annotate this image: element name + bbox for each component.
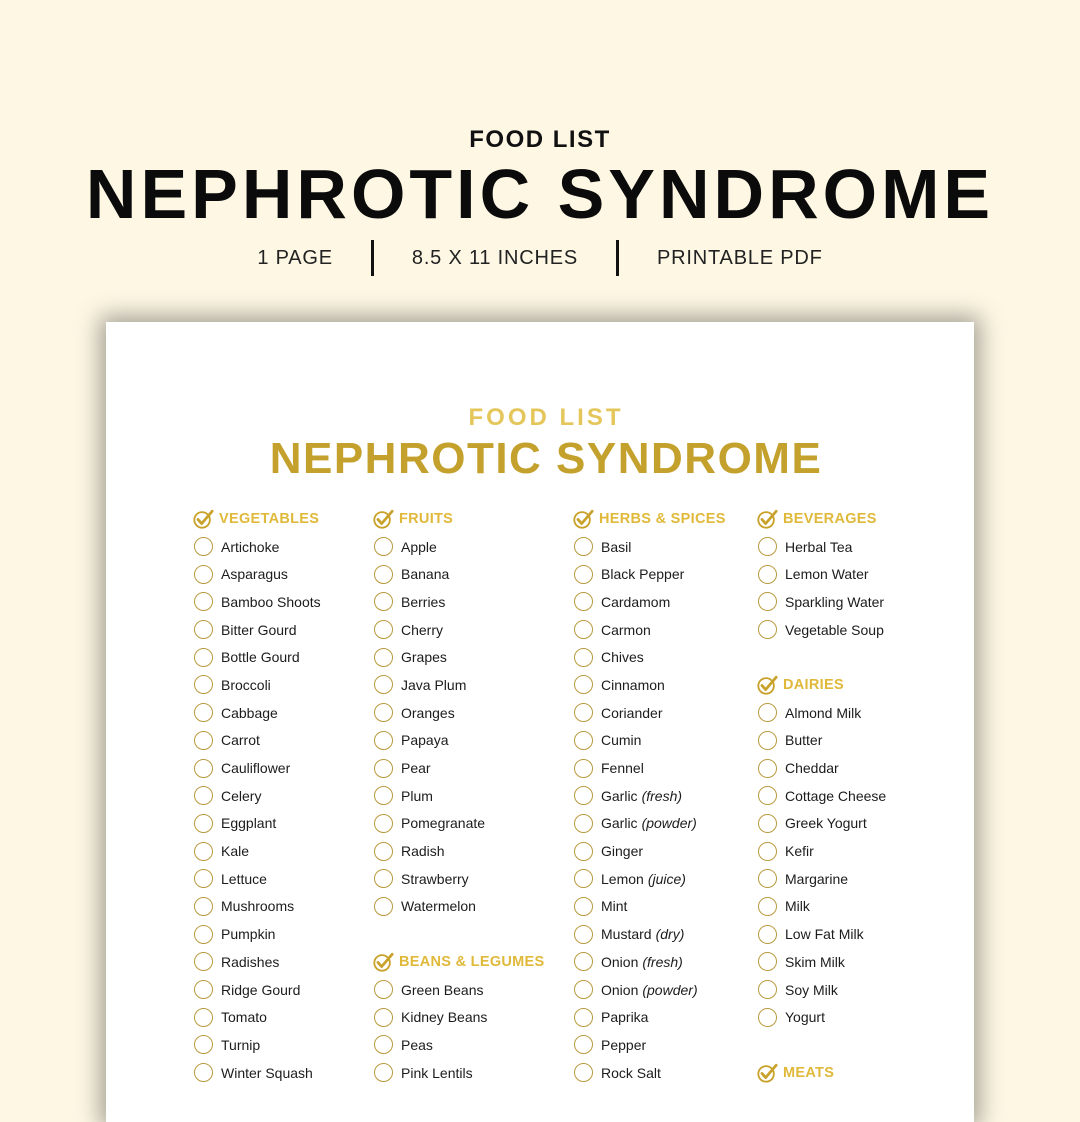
food-checklist-item[interactable] (374, 588, 564, 616)
checkbox-circle-icon[interactable] (758, 703, 777, 722)
food-name: Broccoli (221, 676, 271, 693)
food-name: Onion (601, 981, 639, 998)
food-checklist-item[interactable] (574, 754, 754, 782)
section-spacer (374, 920, 564, 948)
food-checklist-item[interactable] (194, 948, 364, 976)
category-title: FRUITS (399, 510, 454, 527)
food-checklist-item[interactable] (194, 754, 364, 782)
category-heading (374, 505, 564, 533)
food-name: Mushrooms (221, 898, 295, 915)
food-name: Cabbage (221, 704, 278, 721)
checkbox-circle-icon[interactable] (374, 842, 393, 861)
food-checklist-item[interactable] (574, 533, 754, 561)
food-name: Artichoke (221, 538, 280, 555)
checkbox-circle-icon[interactable] (374, 592, 393, 611)
food-name: Radish (401, 843, 445, 860)
checkbox-circle-icon[interactable] (374, 869, 393, 888)
checkbox-circle-icon[interactable] (574, 675, 593, 694)
checkbox-circle-icon[interactable] (758, 786, 777, 805)
category-title: MEATS (783, 1064, 835, 1081)
food-name: Cardamom (601, 593, 671, 610)
food-checklist-item[interactable] (194, 727, 364, 755)
column-3 (574, 505, 754, 1086)
food-checklist-item[interactable] (374, 533, 564, 561)
food-name: Carrot (221, 732, 260, 749)
food-checklist-item[interactable] (574, 1003, 754, 1031)
food-checklist-item[interactable] (374, 837, 564, 865)
section-spacer (758, 1031, 938, 1059)
checked-circle-icon (372, 508, 394, 530)
food-name: Watermelon (401, 898, 476, 915)
food-checklist-item[interactable] (374, 1059, 564, 1087)
food-name: Celery (221, 787, 262, 804)
checkbox-circle-icon[interactable] (574, 759, 593, 778)
food-name: Asparagus (221, 566, 288, 583)
page-kicker: FOOD LIST (468, 404, 624, 431)
food-name: Lemon Water (785, 566, 869, 583)
food-name: Kefir (785, 843, 814, 860)
food-name: Vegetable Soup (785, 621, 884, 638)
food-checklist-item[interactable] (194, 643, 364, 671)
category-title: HERBS & SPICES (599, 510, 726, 527)
checkbox-circle-icon[interactable] (574, 869, 593, 888)
spec-pages: 1 PAGE (257, 246, 333, 269)
checked-circle-icon (572, 508, 594, 530)
checked-circle-icon (756, 674, 778, 696)
food-name: Bottle Gourd (221, 649, 300, 666)
checkbox-circle-icon[interactable] (574, 1035, 593, 1054)
food-checklist-item[interactable] (374, 643, 564, 671)
checkbox-circle-icon[interactable] (194, 842, 213, 861)
checkbox-circle-icon[interactable] (194, 620, 213, 639)
food-checklist-item[interactable] (374, 1003, 564, 1031)
food-checklist-item[interactable] (758, 893, 938, 921)
food-name: Java Plum (401, 676, 467, 693)
checkbox-circle-icon[interactable] (574, 731, 593, 750)
checkbox-circle-icon[interactable] (574, 703, 593, 722)
food-name: Peas (401, 1036, 433, 1053)
checkbox-circle-icon[interactable] (758, 731, 777, 750)
checkbox-circle-icon[interactable] (374, 1035, 393, 1054)
category-title: DAIRIES (783, 676, 844, 693)
checkbox-circle-icon[interactable] (758, 925, 777, 944)
food-name: Ginger (601, 843, 644, 860)
checkbox-circle-icon[interactable] (374, 565, 393, 584)
checkbox-circle-icon[interactable] (758, 759, 777, 778)
food-name: Eggplant (221, 815, 277, 832)
checkbox-circle-icon[interactable] (374, 897, 393, 916)
food-name: Herbal Tea (785, 538, 853, 555)
food-checklist-item[interactable] (758, 616, 938, 644)
checkbox-circle-icon[interactable] (758, 565, 777, 584)
checkbox-circle-icon[interactable] (374, 786, 393, 805)
column-2 (374, 505, 564, 1086)
food-name: Soy Milk (785, 981, 838, 998)
checkbox-circle-icon[interactable] (574, 648, 593, 667)
food-checklist-item[interactable] (194, 588, 364, 616)
food-checklist-item[interactable] (574, 699, 754, 727)
food-name: Pepper (601, 1036, 647, 1053)
food-note: (powder) (642, 981, 698, 998)
checkbox-circle-icon[interactable] (574, 565, 593, 584)
food-checklist-item[interactable] (194, 699, 364, 727)
header-kicker: FOOD LIST (469, 126, 611, 153)
checkbox-circle-icon[interactable] (194, 1008, 213, 1027)
column-4 (758, 505, 938, 1086)
checkbox-circle-icon[interactable] (194, 675, 213, 694)
category-title: BEANS & LEGUMES (399, 953, 545, 970)
food-checklist-item[interactable] (194, 616, 364, 644)
food-checklist-item[interactable] (574, 920, 754, 948)
category-heading (374, 948, 564, 976)
food-checklist-item[interactable] (194, 810, 364, 838)
food-name: Carmon (601, 621, 651, 638)
checked-circle-icon (372, 951, 394, 973)
column-1 (194, 505, 364, 1086)
food-name: Oranges (401, 704, 455, 721)
header-title: NEPHROTIC SYNDROME (85, 155, 995, 233)
food-checklist-item[interactable] (374, 976, 564, 1004)
food-name: Plum (401, 787, 433, 804)
category-heading (758, 1059, 938, 1087)
food-name: Cheddar (785, 760, 839, 777)
food-checklist-item[interactable] (758, 782, 938, 810)
food-checklist-item[interactable] (574, 588, 754, 616)
food-name: Cumin (601, 732, 642, 749)
food-name: Cinnamon (601, 676, 665, 693)
checkbox-circle-icon[interactable] (374, 1008, 393, 1027)
food-name: Garlic (601, 815, 638, 832)
food-name: Kidney Beans (401, 1009, 488, 1026)
food-name: Turnip (221, 1036, 261, 1053)
checkbox-circle-icon[interactable] (758, 980, 777, 999)
food-checklist-item[interactable] (758, 865, 938, 893)
food-name: Berries (401, 593, 446, 610)
food-name: Basil (601, 538, 632, 555)
food-checklist-item[interactable] (574, 865, 754, 893)
food-name: Butter (785, 732, 823, 749)
checkbox-circle-icon[interactable] (194, 1063, 213, 1082)
food-checklist-item[interactable] (758, 948, 938, 976)
checkbox-circle-icon[interactable] (374, 648, 393, 667)
checkbox-circle-icon[interactable] (574, 842, 593, 861)
checkbox-circle-icon[interactable] (194, 897, 213, 916)
food-checklist-item[interactable] (194, 671, 364, 699)
food-checklist-item[interactable] (374, 782, 564, 810)
section-spacer (758, 643, 938, 671)
food-checklist-item[interactable] (194, 782, 364, 810)
checked-circle-icon (756, 508, 778, 530)
food-checklist-item[interactable] (574, 893, 754, 921)
food-checklist-item[interactable] (574, 976, 754, 1004)
food-checklist-item[interactable] (194, 893, 364, 921)
food-name: Apple (401, 538, 437, 555)
food-checklist-item[interactable] (374, 560, 564, 588)
food-name: Yogurt (785, 1009, 825, 1026)
food-name: Ridge Gourd (221, 981, 301, 998)
food-checklist-item[interactable] (758, 1003, 938, 1031)
header-specs (0, 238, 1080, 278)
food-checklist-item[interactable] (194, 1003, 364, 1031)
checkbox-circle-icon[interactable] (574, 952, 593, 971)
food-name: Garlic (601, 787, 638, 804)
category-title: BEVERAGES (783, 510, 877, 527)
spec-format: PRINTABLE PDF (657, 246, 823, 269)
food-name: Rock Salt (601, 1064, 661, 1081)
checkbox-circle-icon[interactable] (194, 648, 213, 667)
food-name: Skim Milk (785, 953, 845, 970)
checkbox-circle-icon[interactable] (194, 814, 213, 833)
food-name: Sparkling Water (785, 593, 885, 610)
food-checklist-item[interactable] (374, 893, 564, 921)
checkbox-circle-icon[interactable] (574, 980, 593, 999)
food-name: Bamboo Shoots (221, 593, 321, 610)
food-checklist-item[interactable] (574, 948, 754, 976)
food-checklist-item[interactable] (758, 560, 938, 588)
category-heading (194, 505, 364, 533)
food-checklist-item[interactable] (194, 976, 364, 1004)
food-name: Papaya (401, 732, 449, 749)
food-name: Margarine (785, 870, 849, 887)
food-checklist-item[interactable] (374, 727, 564, 755)
food-name: Grapes (401, 649, 447, 666)
food-note: (dry) (655, 926, 685, 943)
food-checklist-item[interactable] (758, 976, 938, 1004)
food-name: Bitter Gourd (221, 621, 297, 638)
food-name: Strawberry (401, 870, 469, 887)
food-note: (juice) (647, 870, 686, 887)
checkbox-circle-icon[interactable] (194, 565, 213, 584)
food-name: Mint (601, 898, 628, 915)
food-name: Low Fat Milk (785, 926, 864, 943)
food-name: Tomato (221, 1009, 267, 1026)
checkbox-circle-icon[interactable] (374, 980, 393, 999)
food-checklist-item[interactable] (574, 837, 754, 865)
food-name: Cauliflower (221, 760, 291, 777)
checkbox-circle-icon[interactable] (194, 1035, 213, 1054)
food-checklist-item[interactable] (758, 699, 938, 727)
food-name: Pomegranate (401, 815, 486, 832)
food-name: Onion (601, 953, 639, 970)
food-checklist-item[interactable] (574, 643, 754, 671)
food-checklist-item[interactable] (374, 810, 564, 838)
food-name: Milk (785, 898, 810, 915)
food-checklist-item[interactable] (758, 533, 938, 561)
food-name: Cherry (401, 621, 444, 638)
checkbox-circle-icon[interactable] (374, 759, 393, 778)
food-checklist-item[interactable] (194, 1059, 364, 1087)
checkbox-circle-icon[interactable] (374, 1063, 393, 1082)
checkbox-circle-icon[interactable] (758, 897, 777, 916)
food-checklist-item[interactable] (194, 865, 364, 893)
food-name: Pear (401, 760, 431, 777)
food-name: Lettuce (221, 870, 267, 887)
food-checklist-item[interactable] (574, 727, 754, 755)
food-name: Kale (221, 843, 250, 860)
checkbox-circle-icon[interactable] (574, 1008, 593, 1027)
checkbox-circle-icon[interactable] (374, 731, 393, 750)
checkbox-circle-icon[interactable] (574, 537, 593, 556)
food-checklist-item[interactable] (374, 865, 564, 893)
food-checklist-item[interactable] (574, 560, 754, 588)
food-checklist-item[interactable] (574, 671, 754, 699)
checkbox-circle-icon[interactable] (194, 703, 213, 722)
checkbox-circle-icon[interactable] (194, 592, 213, 611)
food-checklist-item[interactable] (758, 727, 938, 755)
food-checklist-item[interactable] (758, 810, 938, 838)
food-name: Green Beans (401, 981, 484, 998)
checkbox-circle-icon[interactable] (758, 537, 777, 556)
checkbox-circle-icon[interactable] (194, 759, 213, 778)
checked-circle-icon (192, 508, 214, 530)
checkbox-circle-icon[interactable] (574, 1063, 593, 1082)
checkbox-circle-icon[interactable] (758, 869, 777, 888)
checkbox-circle-icon[interactable] (574, 620, 593, 639)
food-checklist-item[interactable] (374, 616, 564, 644)
category-title: VEGETABLES (219, 510, 320, 527)
food-checklist-item[interactable] (194, 533, 364, 561)
food-checklist-item[interactable] (374, 754, 564, 782)
checkbox-circle-icon[interactable] (194, 537, 213, 556)
checkbox-circle-icon[interactable] (374, 675, 393, 694)
category-heading (758, 505, 938, 533)
checkbox-circle-icon[interactable] (374, 703, 393, 722)
checkbox-circle-icon[interactable] (758, 842, 777, 861)
checkbox-circle-icon[interactable] (574, 897, 593, 916)
spec-size: 8.5 X 11 INCHES (411, 246, 579, 269)
checkbox-circle-icon[interactable] (194, 786, 213, 805)
checkbox-circle-icon[interactable] (194, 731, 213, 750)
food-checklist-item[interactable] (194, 920, 364, 948)
food-checklist-item[interactable] (574, 782, 754, 810)
checkbox-circle-icon[interactable] (194, 869, 213, 888)
food-checklist-item[interactable] (758, 920, 938, 948)
checkbox-circle-icon[interactable] (758, 814, 777, 833)
checkbox-circle-icon[interactable] (574, 786, 593, 805)
checkbox-circle-icon[interactable] (574, 592, 593, 611)
food-name: Pumpkin (221, 926, 276, 943)
checkbox-circle-icon[interactable] (194, 925, 213, 944)
checkbox-circle-icon[interactable] (374, 814, 393, 833)
checkbox-circle-icon[interactable] (758, 592, 777, 611)
food-name: Black Pepper (601, 566, 685, 583)
food-checklist-item[interactable] (758, 754, 938, 782)
food-name: Greek Yogurt (785, 815, 867, 832)
food-checklist-item[interactable] (194, 837, 364, 865)
checkbox-circle-icon[interactable] (374, 620, 393, 639)
food-note: (fresh) (642, 953, 683, 970)
food-checklist-item[interactable] (194, 560, 364, 588)
food-checklist-item[interactable] (574, 1059, 754, 1087)
food-name: Cottage Cheese (785, 787, 887, 804)
food-name: Almond Milk (785, 704, 862, 721)
checkbox-circle-icon[interactable] (194, 952, 213, 971)
food-name: Paprika (601, 1009, 649, 1026)
food-name: Radishes (221, 953, 280, 970)
food-checklist-item[interactable] (758, 837, 938, 865)
checkbox-circle-icon[interactable] (758, 620, 777, 639)
category-heading (574, 505, 754, 533)
food-checklist-item[interactable] (574, 616, 754, 644)
food-checklist-item[interactable] (374, 1031, 564, 1059)
food-checklist-item[interactable] (374, 671, 564, 699)
checkbox-circle-icon[interactable] (758, 952, 777, 971)
food-name: Lemon (601, 870, 644, 887)
food-name: Banana (401, 566, 450, 583)
checkbox-circle-icon[interactable] (194, 980, 213, 999)
checkbox-circle-icon[interactable] (574, 814, 593, 833)
food-name: Winter Squash (221, 1064, 313, 1081)
food-checklist-item[interactable] (574, 810, 754, 838)
food-name: Mustard (601, 926, 652, 943)
checkbox-circle-icon[interactable] (374, 537, 393, 556)
food-name: Fennel (601, 760, 644, 777)
checkbox-circle-icon[interactable] (758, 1008, 777, 1027)
food-checklist-item[interactable] (574, 1031, 754, 1059)
food-note: (powder) (641, 815, 697, 832)
food-name: Pink Lentils (401, 1064, 473, 1081)
food-checklist-item[interactable] (758, 588, 938, 616)
category-heading (758, 671, 938, 699)
checked-circle-icon (756, 1062, 778, 1084)
food-name: Chives (601, 649, 644, 666)
food-checklist-item[interactable] (374, 699, 564, 727)
checkbox-circle-icon[interactable] (574, 925, 593, 944)
food-checklist-item[interactable] (194, 1031, 364, 1059)
page-title: NEPHROTIC SYNDROME (269, 434, 823, 483)
food-name: Coriander (601, 704, 663, 721)
food-note: (fresh) (641, 787, 683, 804)
